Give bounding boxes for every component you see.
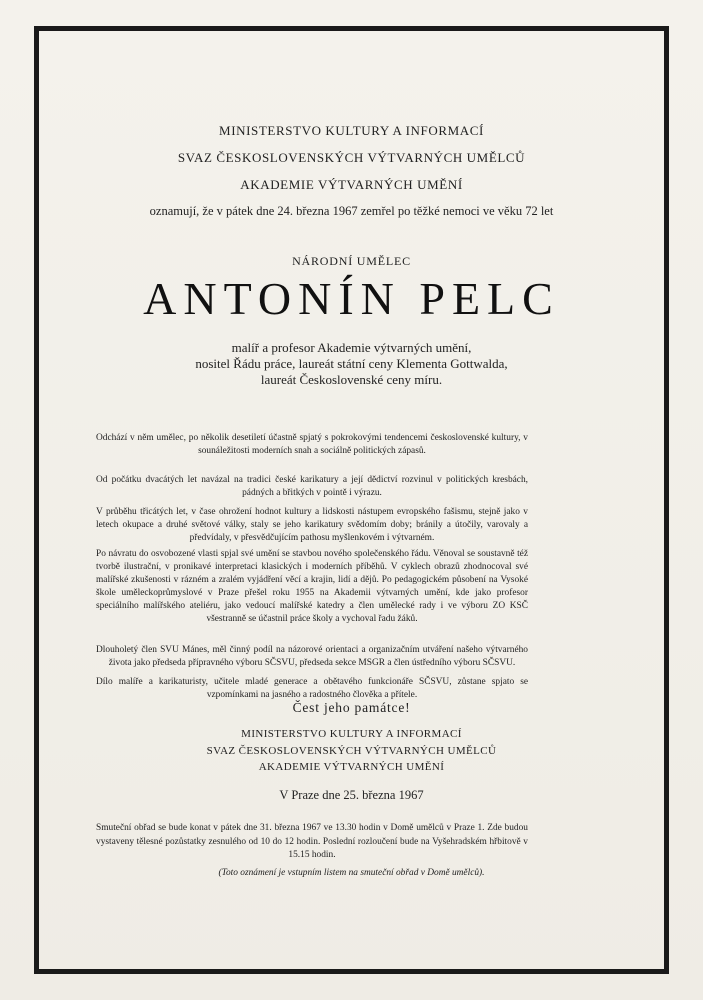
deceased-name: ANTONÍN PELC [143, 273, 560, 324]
paragraph-6: Dílo malíře a karikaturisty, učitele mladé generace a obětavého funkcionáře SČSVU, zůstane spjato se vzpomínkami na jasného a radostného člověka a přítele. [96, 677, 528, 701]
header-line-union: SVAZ ČESKOSLOVENSKÝCH VÝTVARNÝCH UMĚLCŮ [177, 150, 526, 165]
paragraph-5: Dlouholetý člen SVU Mánes, měl činný podíl na názorové orientaci a organizačním utváření našeho výtvarného života jako předseda přípravného výboru SČSVU, předseda sekce MSGR a člen ústředního výboru SČSVU. [96, 645, 528, 669]
funeral-info: Smuteční obřad se bude konat v pátek dne 31. března 1967 ve 13.30 hodin v Domě umělců v Praze 1. Zde budou vystaveny tělesné pozůstatky zesnulého od 10 do 12 hodin. Poslední rozloučení bude na Vyšehradském hřbitově v 15.15 hodin. [96, 823, 528, 860]
paragraph-3: V průběhu třicátých let, v čase ohrožení hodnot kultury a lidskosti nástupem evropského fašismu, stejně jako v letech okupace a druhé světové války, staly se jeho karikatury svědomím doby; bránily a útočily, varovaly a předvídaly, v přesvědčujícím pathosu myšlenkovém i výtvarném. [96, 507, 528, 544]
place-date: V Praze dne 25. března 1967 [279, 788, 424, 802]
header-line-ministry: MINISTERSTVO KULTURY A INFORMACÍ [219, 123, 484, 138]
footer-line-ministry: MINISTERSTVO KULTURY A INFORMACÍ [241, 728, 462, 740]
footer-line-union: SVAZ ČESKOSLOVENSKÝCH VÝTVARNÝCH UMĚLCŮ [206, 744, 497, 757]
titles-line-1: malíř a profesor Akademie výtvarných umění, [231, 340, 472, 355]
motto: Čest jeho památce! [292, 700, 411, 715]
paragraph-1: Odchází v něm umělec, po několik desetiletí účastně spjatý s pokrokovými tendencemi československé kultury, v sounáležitosti moderních snah a sociálně politických zápasů. [96, 433, 528, 457]
honor-title: NÁRODNÍ UMĚLEC [292, 254, 411, 268]
titles-block [0, 340, 703, 388]
titles-line-3: laureát Československé ceny míru. [260, 372, 443, 387]
footer-line-academy: AKADEMIE VÝTVARNÝCH UMĚNÍ [258, 761, 445, 773]
paragraph-2: Od počátku dvacátých let navázal na tradici české karikatury a její dědictví rozvinul v politických kresbách, pádných a břitkých v pointě i výrazu. [96, 475, 528, 499]
paragraph-4: Po návratu do osvobozené vlasti spjal své umění se stavbou nového společenského řádu. Věnoval se soustavně též tvorbě ilustrační, v pronikavé interpretaci klasických i moderních příběhů. V cyklech obrazů zhodnocoval své malířské zkušenosti v rázném a zralém vyjádření věcí a krajin, lidí a dějů. Po pedagogickém působení na Vysoké škole uměleckoprůmyslové v Praze přešel roku 1955 na Akademii výtvarných umění, kde jako profesor speciálního malířského ateliéru, jako vedoucí malířské katedry a člen umělecké rady i ve výboru ZO KSČ všestranně se účastnil práce školy a vychoval řadu žáků. [96, 549, 528, 625]
admission-note: (Toto oznámení je vstupním listem na smuteční obřad v Domě umělců). [218, 868, 485, 878]
footer-header-block [0, 726, 703, 776]
announcement: oznamují, že v pátek dne 24. března 1967 zemřel po těžké nemoci ve věku 72 let [149, 204, 554, 218]
header-line-academy: AKADEMIE VÝTVARNÝCH UMĚNÍ [240, 177, 463, 192]
titles-line-2: nositel Řádu práce, laureát státní ceny Klementa Gottwalda, [195, 356, 508, 371]
header-block [0, 124, 703, 191]
